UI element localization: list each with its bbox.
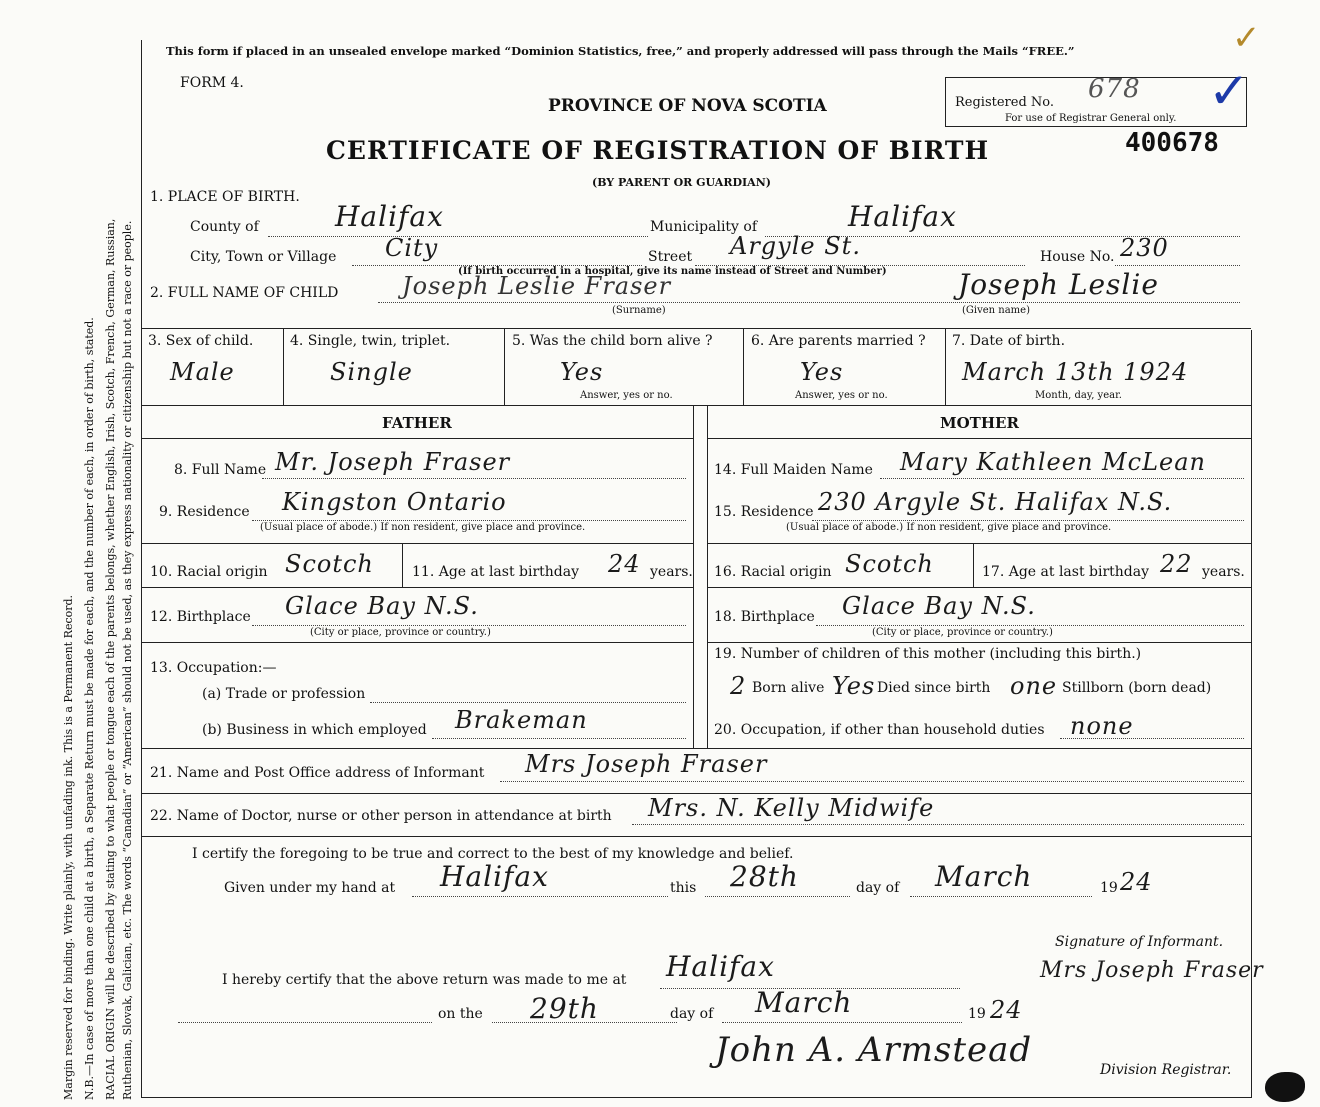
child-name-label: 2. FULL NAME OF CHILD [150, 285, 339, 301]
mother-birthplace-label: 18. Birthplace [714, 609, 815, 625]
check-mark-icon: ✓ [1208, 62, 1250, 120]
mother-residence-note: (Usual place of abode.) If non resident, give place and province. [786, 522, 1112, 533]
parents-married-label: 6. Are parents married ? [751, 333, 926, 349]
municipality-value: Halifax [848, 200, 957, 233]
pencil-check-icon: ✓ [1232, 18, 1261, 58]
given-month-value: March [935, 860, 1033, 893]
father-trade-label: (a) Trade or profession [202, 686, 366, 702]
side-note-racial-2: Ruthenian, Slovak, Galician, etc. The words “Canadian” or “American” should not be used, as they express nationality or citizenship but not a race or people. [121, 220, 134, 1100]
mother-occupation-label: 20. Occupation, if other than household duties [714, 722, 1045, 738]
born-alive-label: 5. Was the child born alive ? [512, 333, 713, 349]
certification-statement: I certify the foregoing to be true and correct to the best of my knowledge and belief. [192, 846, 794, 862]
mother-residence-value: 230 Argyle St. Halifax N.S. [818, 488, 1173, 516]
mother-heading: MOTHER [940, 414, 1019, 432]
registered-label: Registered No. [955, 95, 1055, 110]
father-age-value: 24 [608, 550, 641, 578]
father-business-label: (b) Business in which employed [202, 722, 427, 738]
father-residence-note: (Usual place of abode.) If non resident, give place and province. [260, 522, 586, 533]
parents-married-note: Answer, yes or no. [795, 390, 888, 401]
side-note-margin: Margin reserved for binding. Write plainly, with unfading ink. This is a Permanent Record. [62, 594, 75, 1100]
registered-note: For use of Registrar General only. [1005, 113, 1177, 124]
registrar-month-value: March [755, 986, 853, 1019]
city-value: City [385, 234, 439, 262]
province-heading: PROVINCE OF NOVA SCOTIA [548, 96, 827, 116]
form-number: FORM 4. [180, 75, 244, 91]
stillborn-label: Stillborn (born dead) [1062, 680, 1212, 696]
father-business-value: Brakeman [455, 706, 588, 734]
mother-birthplace-value: Glace Bay N.S. [842, 592, 1036, 620]
on-the-label: on the [438, 1006, 483, 1022]
born-alive-count-label: Born alive [752, 680, 825, 696]
registrar-day-value: 29th [530, 992, 599, 1025]
informant-value: Mrs Joseph Fraser [525, 750, 768, 778]
surname-note: (Surname) [612, 305, 666, 316]
house-number-label: House No. [1040, 249, 1115, 265]
mother-children-value: 2 [730, 672, 747, 700]
street-value: Argyle St. [730, 232, 861, 260]
sex-value: Male [170, 358, 235, 386]
registrar-place-value: Halifax [666, 950, 775, 983]
given-place-value: Halifax [440, 860, 549, 893]
house-number-value: 230 [1120, 234, 1169, 262]
day-of-label: day of [856, 880, 900, 896]
this-label: this [670, 880, 697, 896]
father-residence-label: 9. Residence [159, 504, 250, 520]
date-of-birth-label: 7. Date of birth. [952, 333, 1066, 349]
plurality-value: Single [330, 358, 413, 386]
informant-signature-label: Signature of Informant. [1055, 934, 1224, 950]
municipality-label: Municipality of [650, 219, 758, 235]
father-name-label: 8. Full Name [174, 462, 267, 478]
mother-race-label: 16. Racial origin [714, 564, 832, 580]
hospital-note: (If birth occurred in a hospital, give its name instead of Street and Number) [458, 266, 887, 277]
died-since-birth-value: one [1010, 672, 1058, 700]
parents-married-value: Yes [800, 358, 844, 386]
informant-signature: Mrs Joseph Fraser [1040, 958, 1264, 983]
father-name-value: Mr. Joseph Fraser [275, 448, 511, 476]
mother-residence-label: 15. Residence [714, 504, 814, 520]
county-label: County of [190, 219, 259, 235]
side-note-nb: N.B.—In case of more than one child at a birth, a Separate Return must be made for each, and the number of each, in order of birth, stated. [83, 317, 96, 1100]
father-birthplace-note: (City or place, province or country.) [310, 627, 491, 638]
registrar-certify-label: I hereby certify that the above return was made to me at [222, 972, 627, 988]
died-since-birth-label: Died since birth [877, 680, 991, 696]
mother-occupation-value: none [1070, 712, 1134, 740]
father-race-label: 10. Racial origin [150, 564, 268, 580]
mother-race-value: Scotch [845, 550, 934, 578]
father-occupation-label: 13. Occupation:— [150, 660, 277, 676]
given-year-value: 24 [1120, 868, 1153, 896]
street-label: Street [648, 249, 693, 265]
born-alive-count-value: Yes [832, 672, 876, 700]
born-alive-note: Answer, yes or no. [580, 390, 673, 401]
given-name-note: (Given name) [962, 305, 1030, 316]
mother-age-unit: years. [1202, 564, 1245, 580]
child-given-name-value: Joseph Leslie [958, 268, 1159, 301]
mother-age-label: 17. Age at last birthday [982, 564, 1150, 580]
division-registrar-label: Division Registrar. [1100, 1062, 1232, 1078]
sex-label: 3. Sex of child. [148, 333, 254, 349]
given-day-value: 28th [730, 860, 799, 893]
mother-name-label: 14. Full Maiden Name [714, 462, 873, 478]
county-value: Halifax [335, 200, 444, 233]
given-year-prefix: 19 [1100, 880, 1118, 896]
registrar-signature: John A. Armstead [715, 1030, 1033, 1070]
attendant-value: Mrs. N. Kelly Midwife [648, 794, 935, 822]
registrar-day-of-label: day of [670, 1006, 714, 1022]
certificate-title: CERTIFICATE OF REGISTRATION OF BIRTH [326, 136, 990, 165]
father-birthplace-value: Glace Bay N.S. [285, 592, 479, 620]
mail-notice: This form if placed in an unsealed envelope marked “Dominion Statistics, free,” and properly addressed will pass through the Mails “FREE.” [166, 44, 1075, 58]
date-of-birth-value: March 13th 1924 [962, 358, 1189, 386]
certificate-subtitle: (BY PARENT OR GUARDIAN) [592, 176, 771, 189]
date-of-birth-note: Month, day, year. [1035, 390, 1122, 401]
place-of-birth-label: 1. PLACE OF BIRTH. [150, 189, 300, 205]
mother-children-label: 19. Number of children of this mother (including this birth.) [714, 646, 1142, 662]
registered-value: 678 [1088, 74, 1141, 104]
city-label: City, Town or Village [190, 249, 337, 265]
registration-stamp-number: 400678 [1125, 128, 1219, 158]
mother-name-value: Mary Kathleen McLean [900, 448, 1206, 476]
born-alive-value: Yes [560, 358, 604, 386]
mother-birthplace-note: (City or place, province or country.) [872, 627, 1053, 638]
side-note-racial: RACIAL ORIGIN will be described by stating to what people or tongue each of the parents belongs, whether English, Irish, Scotch, French, German, Russian, [104, 218, 117, 1100]
attendant-label: 22. Name of Doctor, nurse or other person in attendance at birth [150, 808, 612, 824]
plurality-label: 4. Single, twin, triplet. [290, 333, 451, 349]
child-surname-value: Joseph Leslie Fraser [402, 272, 672, 300]
father-heading: FATHER [382, 414, 452, 432]
father-age-unit: years. [650, 564, 693, 580]
registrar-year-value: 24 [990, 996, 1023, 1024]
father-birthplace-label: 12. Birthplace [150, 609, 251, 625]
father-race-value: Scotch [285, 550, 374, 578]
mother-age-value: 22 [1160, 550, 1193, 578]
informant-label: 21. Name and Post Office address of Informant [150, 765, 485, 781]
father-age-label: 11. Age at last birthday [412, 564, 580, 580]
ink-blot-icon [1265, 1072, 1305, 1102]
given-under-hand-label: Given under my hand at [224, 880, 396, 896]
father-residence-value: Kingston Ontario [282, 488, 507, 516]
registrar-year-prefix: 19 [968, 1006, 986, 1022]
